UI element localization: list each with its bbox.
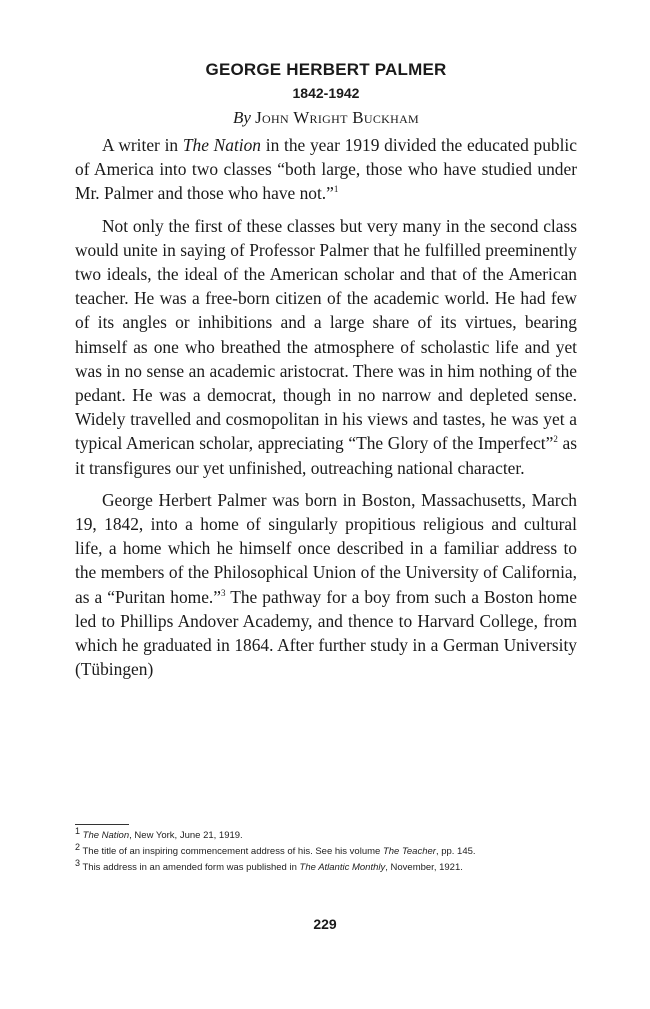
article-body [75,133,577,681]
footnote-marker: 2 [75,841,81,852]
text-run: , November, 1921. [385,862,463,873]
footnote-marker: 2 [553,434,558,445]
italic-text: The Nation [182,135,262,155]
byline [75,105,577,131]
italic-text: The Teacher [382,846,436,857]
text-run: The title of an inspiring commencement address of his. See his volume [80,846,383,857]
text-run: Not only the first of these classes but very many in the second class would unite in saying of Professor Palmer that he fulfilled preeminently two ideals, the ideal of the American scholar and that of the American teacher. He was a free-born citizen of the academic world. He had few of its angles or inhibitions and a large share of its virtues, bearing himself as one who breathed the atmosphere of scholastic life and yet was in no sense an academic aristocrat. There was in him nothing of the pedant. He was a democrat, though in no narrow and depleted sense. Widely travelled and cosmopolitan in his views and tastes, he was yet a typical American scholar, appreciating “The Glory of the Imperfect” [75,215,577,454]
text-run: A writer in [102,135,183,155]
text-run: The pathway for a boy from such a Boston home led to Phillips Andover Academy, and thence to Harvard College, from which he graduated in 1864. After further study in a German University (Tübingen) [75,586,577,680]
text-run: This address in an amended form was published in [80,862,300,873]
italic-text: The Nation [82,830,130,841]
text-run: , New York, June 21, 1919. [129,830,243,841]
footnote [75,857,577,874]
footnote-marker: 3 [75,857,81,868]
footnotes [75,824,577,877]
text-run: as it transfigures our yet unfinished, outreaching national character. [75,433,577,478]
footnote-list [75,825,577,874]
article-page [75,58,577,689]
paragraph [75,133,577,206]
paragraph [75,488,577,682]
byline-by: By [232,108,251,127]
footnote-marker: 1 [75,825,81,836]
footnote-rule [75,824,129,825]
article-years: 1842-1942 [292,85,360,101]
footnote-marker: 1 [333,184,339,195]
text-run: in the year 1919 divided the educated public of America into two classes “both large, those who have studied under Mr. Palmer and those who have not.” [75,135,577,204]
page-number: 229 [313,916,337,932]
footnote-marker: 3 [221,587,226,598]
byline-author: John Wright Buckham [255,108,420,127]
text-run: , pp. 145. [435,846,476,857]
article-title: GEORGE HERBERT PALMER [205,60,447,79]
italic-text: The Atlantic Monthly [299,862,386,873]
footnote [75,841,577,858]
paragraph [75,214,577,480]
text-run: George Herbert Palmer was born in Boston, Massachusetts, March 19, 1842, into a home of singularly propitious religious and cultural life, a home which he himself once described in a familiar address to the members of the Philosophical Union of the University of California, as a “Puritan home.” [75,489,577,607]
footnote [75,825,577,842]
